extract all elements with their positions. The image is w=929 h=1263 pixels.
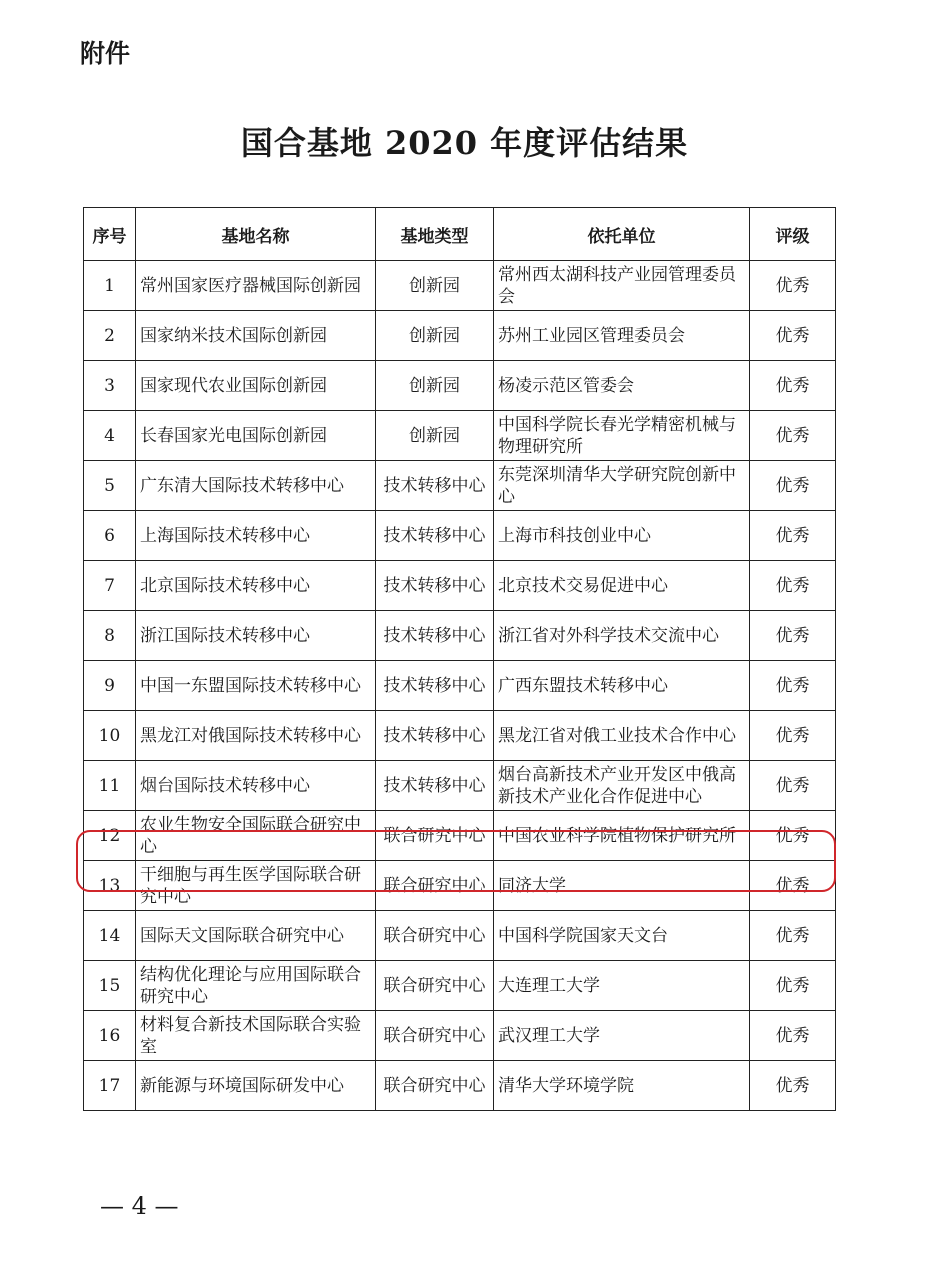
cell-grade: 优秀 bbox=[750, 411, 836, 461]
cell-grade: 优秀 bbox=[750, 661, 836, 711]
cell-grade: 优秀 bbox=[750, 861, 836, 911]
cell-type: 创新园 bbox=[376, 311, 494, 361]
table-row bbox=[84, 711, 836, 761]
cell-type: 联合研究中心 bbox=[376, 1061, 494, 1111]
header-grade: 评级 bbox=[750, 208, 836, 261]
cell-type: 创新园 bbox=[376, 361, 494, 411]
cell-no: 9 bbox=[84, 661, 136, 711]
cell-unit: 广西东盟技术转移中心 bbox=[494, 661, 750, 711]
table-row bbox=[84, 461, 836, 511]
cell-name: 国家现代农业国际创新园 bbox=[136, 361, 376, 411]
cell-name: 常州国家医疗器械国际创新园 bbox=[136, 261, 376, 311]
cell-no: 7 bbox=[84, 561, 136, 611]
cell-type: 技术转移中心 bbox=[376, 761, 494, 811]
table-row bbox=[84, 511, 836, 561]
table-row bbox=[84, 361, 836, 411]
cell-no: 14 bbox=[84, 911, 136, 961]
cell-grade: 优秀 bbox=[750, 961, 836, 1011]
cell-unit: 上海市科技创业中心 bbox=[494, 511, 750, 561]
cell-type: 联合研究中心 bbox=[376, 911, 494, 961]
cell-unit: 黑龙江省对俄工业技术合作中心 bbox=[494, 711, 750, 761]
cell-grade: 优秀 bbox=[750, 311, 836, 361]
cell-unit: 苏州工业园区管理委员会 bbox=[494, 311, 750, 361]
cell-grade: 优秀 bbox=[750, 261, 836, 311]
cell-no: 13 bbox=[84, 861, 136, 911]
cell-unit: 同济大学 bbox=[494, 861, 750, 911]
cell-name: 烟台国际技术转移中心 bbox=[136, 761, 376, 811]
cell-unit: 清华大学环境学院 bbox=[494, 1061, 750, 1111]
cell-name: 材料复合新技术国际联合实验室 bbox=[136, 1011, 376, 1061]
cell-grade: 优秀 bbox=[750, 561, 836, 611]
cell-grade: 优秀 bbox=[750, 911, 836, 961]
cell-unit: 杨凌示范区管委会 bbox=[494, 361, 750, 411]
cell-unit: 中国科学院国家天文台 bbox=[494, 911, 750, 961]
table-header-row bbox=[84, 208, 836, 261]
cell-grade: 优秀 bbox=[750, 1011, 836, 1061]
cell-type: 联合研究中心 bbox=[376, 811, 494, 861]
cell-type: 联合研究中心 bbox=[376, 861, 494, 911]
cell-no: 4 bbox=[84, 411, 136, 461]
cell-no: 3 bbox=[84, 361, 136, 411]
cell-unit: 浙江省对外科学技术交流中心 bbox=[494, 611, 750, 661]
table-row bbox=[84, 961, 836, 1011]
cell-name: 长春国家光电国际创新园 bbox=[136, 411, 376, 461]
header-type: 基地类型 bbox=[376, 208, 494, 261]
attachment-label: 附件 bbox=[80, 39, 131, 68]
cell-unit: 中国科学院长春光学精密机械与物理研究所 bbox=[494, 411, 750, 461]
header-unit: 依托单位 bbox=[494, 208, 750, 261]
cell-no: 11 bbox=[84, 761, 136, 811]
table-row bbox=[84, 911, 836, 961]
cell-name: 上海国际技术转移中心 bbox=[136, 511, 376, 561]
table-row bbox=[84, 261, 836, 311]
cell-name: 北京国际技术转移中心 bbox=[136, 561, 376, 611]
table-row bbox=[84, 761, 836, 811]
cell-type: 联合研究中心 bbox=[376, 1011, 494, 1061]
cell-grade: 优秀 bbox=[750, 811, 836, 861]
cell-type: 技术转移中心 bbox=[376, 611, 494, 661]
cell-no: 1 bbox=[84, 261, 136, 311]
cell-name: 国家纳米技术国际创新园 bbox=[136, 311, 376, 361]
header-name: 基地名称 bbox=[136, 208, 376, 261]
highlight-box bbox=[76, 830, 836, 892]
cell-grade: 优秀 bbox=[750, 611, 836, 661]
table-row bbox=[84, 1061, 836, 1111]
cell-name: 国际天文国际联合研究中心 bbox=[136, 911, 376, 961]
cell-name: 广东清大国际技术转移中心 bbox=[136, 461, 376, 511]
cell-unit: 常州西太湖科技产业园管理委员会 bbox=[494, 261, 750, 311]
results-table bbox=[83, 207, 836, 1111]
cell-no: 8 bbox=[84, 611, 136, 661]
cell-type: 技术转移中心 bbox=[376, 511, 494, 561]
table-row bbox=[84, 411, 836, 461]
cell-no: 5 bbox=[84, 461, 136, 511]
cell-no: 10 bbox=[84, 711, 136, 761]
cell-name: 结构优化理论与应用国际联合研究中心 bbox=[136, 961, 376, 1011]
cell-type: 技术转移中心 bbox=[376, 661, 494, 711]
cell-type: 创新园 bbox=[376, 411, 494, 461]
table-row bbox=[84, 661, 836, 711]
cell-name: 中国一东盟国际技术转移中心 bbox=[136, 661, 376, 711]
cell-grade: 优秀 bbox=[750, 511, 836, 561]
header-no: 序号 bbox=[84, 208, 136, 261]
table-row bbox=[84, 311, 836, 361]
cell-unit: 武汉理工大学 bbox=[494, 1011, 750, 1061]
cell-grade: 优秀 bbox=[750, 1061, 836, 1111]
cell-unit: 东莞深圳清华大学研究院创新中心 bbox=[494, 461, 750, 511]
cell-no: 2 bbox=[84, 311, 136, 361]
page-title: 国合基地 2020 年度评估结果 bbox=[240, 124, 689, 162]
page-number: — 4 — bbox=[100, 1192, 179, 1220]
cell-no: 15 bbox=[84, 961, 136, 1011]
cell-grade: 优秀 bbox=[750, 461, 836, 511]
cell-type: 创新园 bbox=[376, 261, 494, 311]
cell-no: 16 bbox=[84, 1011, 136, 1061]
cell-type: 技术转移中心 bbox=[376, 461, 494, 511]
cell-grade: 优秀 bbox=[750, 361, 836, 411]
cell-name: 新能源与环境国际研发中心 bbox=[136, 1061, 376, 1111]
cell-type: 联合研究中心 bbox=[376, 961, 494, 1011]
table-row bbox=[84, 611, 836, 661]
cell-type: 技术转移中心 bbox=[376, 561, 494, 611]
table-row bbox=[84, 561, 836, 611]
cell-grade: 优秀 bbox=[750, 761, 836, 811]
cell-unit: 北京技术交易促进中心 bbox=[494, 561, 750, 611]
cell-unit: 中国农业科学院植物保护研究所 bbox=[494, 811, 750, 861]
cell-type: 技术转移中心 bbox=[376, 711, 494, 761]
cell-name: 黑龙江对俄国际技术转移中心 bbox=[136, 711, 376, 761]
cell-no: 17 bbox=[84, 1061, 136, 1111]
table-row bbox=[84, 1011, 836, 1061]
cell-no: 6 bbox=[84, 511, 136, 561]
cell-name: 干细胞与再生医学国际联合研究中心 bbox=[136, 861, 376, 911]
cell-no: 12 bbox=[84, 811, 136, 861]
cell-grade: 优秀 bbox=[750, 711, 836, 761]
cell-unit: 烟台高新技术产业开发区中俄高新技术产业化合作促进中心 bbox=[494, 761, 750, 811]
cell-name: 农业生物安全国际联合研究中心 bbox=[136, 811, 376, 861]
cell-unit: 大连理工大学 bbox=[494, 961, 750, 1011]
cell-name: 浙江国际技术转移中心 bbox=[136, 611, 376, 661]
